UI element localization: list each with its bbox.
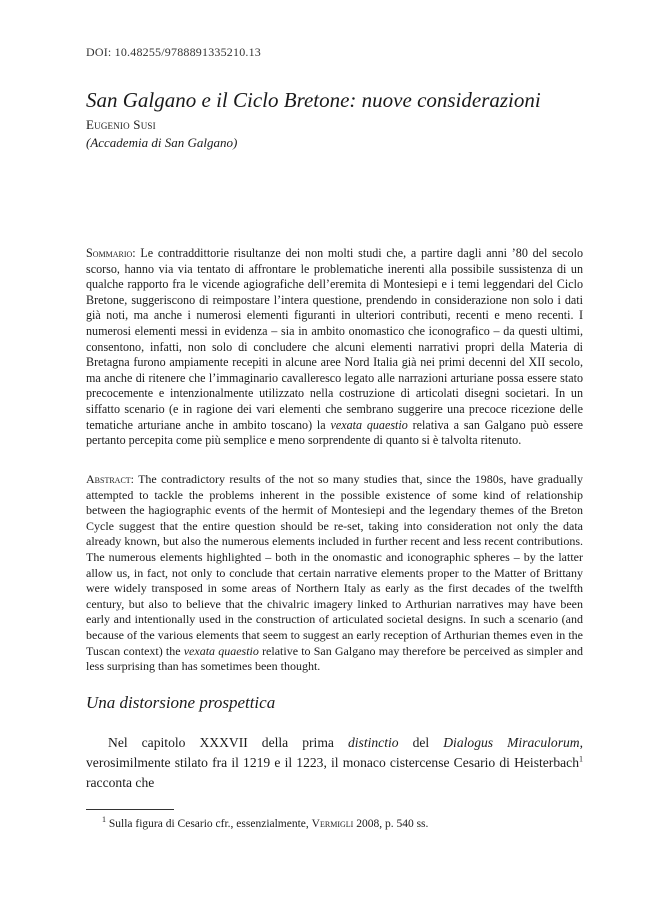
section-heading: Una distorsione prospettica [86,693,276,712]
sommario-paragraph [86,246,583,449]
article-author: Eugenio Susi [86,117,156,132]
doi-line: DOI: 10.48255/9788891335210.13 [86,45,261,59]
body-paragraph [86,733,583,793]
article-title: San Galgano e il Ciclo Bretone: nuove considerazioni [86,88,541,112]
article-affiliation: (Accademia di San Galgano) [86,135,238,150]
abstract-italic: vexata quaestio [183,643,259,658]
body-text-part: racconta che [86,775,155,790]
footnote-text-end: 2008, p. 540 ss. [353,818,429,830]
sommario-label: Sommario: [86,246,136,260]
abstract-paragraph [86,472,583,675]
body-text-part: , verosimilmente stilato fra il 1219 e il 1223, il monaco cistercense Cesario di Heisterbach [86,735,584,770]
abstract-text: The contradictory results of the not so many studies that, since the 1980s, have gradually attempted to tackle the problems inherent in the possible existence of some kind of relationship between the hagiographic events of the hermit of Montesiepi and the legendary themes of the Breton Cycle suggest that the entire question should be re-set, taking into consideration not only the data already known, but also the numerous elements included in further recent and less recent contributions. The numerous elements highlighted – both in the onomastic and iconographic spheres – by the latter allow us, in fact, not only to conclude that certain narrative elements proper to the Matter of Brittany were widely transposed in some areas of Northern Italy as early as the first decades of the twelfth century, but also to believe that the chivalric imagery linked to Arthurian narratives may have been early and intentionally used in the construction of articulated societal designs. In such a scenario (and because of the various elements that seem to suggest an early reception of Arthurian themes even in the Tuscan context) the [86,472,583,658]
body-text-part: del [398,735,444,750]
sommario-text-end: relativa a san Galgano può essere pertanto percepita come più semplice e meno sorprendente di quanto si è talvolta ritenuto. [86,417,584,448]
abstract-text-end: relative to San Galgano may therefore be perceived as simpler and less surprising than has sometimes been thought. [86,643,583,674]
body-italic-dialogus: Dialogus Miraculorum [443,735,580,750]
footnote [86,815,583,830]
footnote-number: 1 [102,815,106,825]
abstract-label: Abstract: [86,472,135,486]
body-text-part: Nel capitolo XXXVII della prima [108,735,348,750]
footnote-author: Vermigli [311,818,354,830]
footnote-divider [86,809,174,810]
body-italic-distinctio: distinctio [347,735,399,750]
footnote-text: Sulla figura di Cesario cfr., essenzialmente, [106,818,312,830]
sommario-text: Le contraddittorie risultanze dei non molti studi che, a partire dagli anni ’80 del secolo scorso, hanno via via tentato di affrontare le problematiche inerenti alla possibile sussistenza di un qualche rapporto fra le vicende agiografiche dell’eremita di Montesiepi e i temi leggendari del Ciclo Bretone, suggeriscono di reimpostare l’intera questione, prendendo in considerazione non solo i dati già noti, ma anche i numerosi elementi figuranti in ulteriori contributi, recenti e meno recenti. I numerosi elementi messi in evidenza – sia in ambito onomastico che iconografico – da questi ultimi, consentono, infatti, non solo di concludere che alcuni elementi narrativi propri della Materia di Bretagna furono ampiamente recepiti in alcune aree Nord Italia già nei primi decenni del XII secolo, ma anche di ritenere che l’immaginario cavalleresco legato alle narrazioni arturiane possa essere stato precocemente e intenzionalmente utilizzato nella costruzione di articolati disegni societari. In un siffatto scenario (e in ragione dei vari elementi che sembrano suggerire una precoce ricezione delle tematiche arturiane anche in ambito toscano) la [86,246,583,432]
footnote-ref[interactable]: 1 [579,754,583,764]
sommario-italic: vexata quaestio [330,417,408,432]
